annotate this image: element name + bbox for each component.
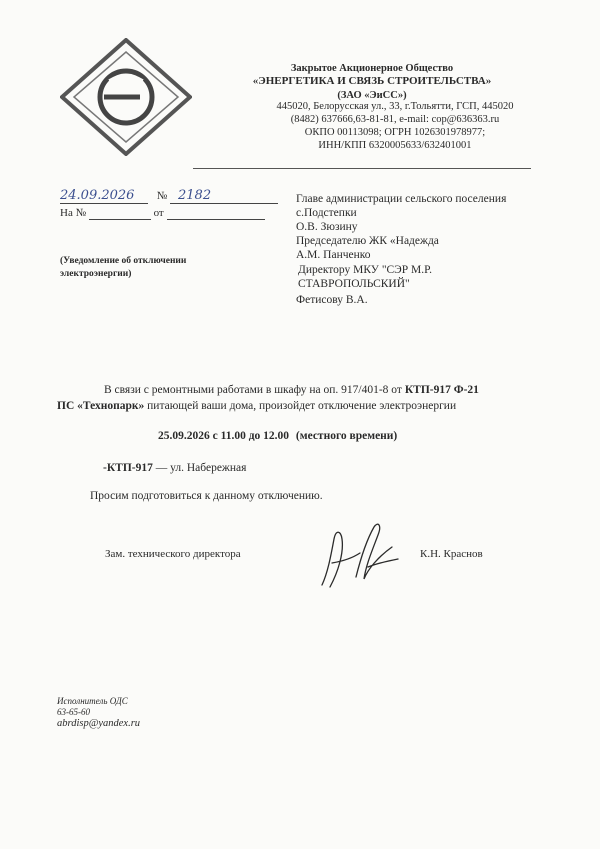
recipient-line-3: О.В. Зюзину: [296, 221, 358, 233]
org-address-line1: 445020, Белорусская ул., 33, г.Тольятти, ГСП, 445020: [276, 101, 514, 112]
incoming-date-blank: [167, 207, 265, 220]
executor-email: abrdisp@yandex.ru: [57, 718, 141, 729]
outage-datetime-note: (местного времени): [295, 430, 398, 442]
body-paragraph-line1: [104, 383, 544, 398]
recipient-line-1: Главе администрации сельского поселения: [296, 193, 507, 205]
number-label: №: [156, 190, 168, 202]
subject-line1: (Уведомление об отключении: [60, 256, 187, 266]
incoming-from-label: от: [153, 207, 164, 219]
recipient-line-8: Фетисову В.А.: [296, 294, 368, 306]
recipient-line-4: Председателю ЖК «Надежда: [296, 235, 439, 247]
handwritten-signature: [308, 517, 404, 593]
header-divider: [193, 168, 531, 169]
outgoing-date: 24.09.2026: [60, 188, 148, 204]
body-substation: ПС «Технопарк»: [57, 400, 145, 412]
subject: [60, 255, 250, 281]
incoming-reference: [60, 207, 265, 220]
body-suffix: питающей ваши дома, произойдет отключение электроэнергии: [147, 400, 457, 412]
org-name-line1: Закрытое Акционерное Общество: [290, 63, 454, 74]
outage-location: [103, 461, 246, 476]
outage-street: — ул. Набережная: [155, 462, 247, 474]
outgoing-number: 2182: [170, 188, 278, 204]
recipient-line-7: СТАВРОПОЛЬСКИЙ": [298, 278, 410, 290]
outgoing-reference: [60, 188, 278, 204]
recipient-line-5: А.М. Панченко: [296, 249, 371, 261]
recipient-line-6: Директору МКУ "СЭР М.Р.: [298, 264, 432, 276]
subject-line2: электроэнергии): [60, 269, 132, 279]
signatory-name: К.Н. Краснов: [420, 548, 483, 560]
incoming-number-label: На №: [60, 207, 87, 219]
body-ktp-feeder: КТП-917 Ф-21: [404, 384, 479, 396]
org-name-line2: «ЭНЕРГЕТИКА И СВЯЗЬ СТРОИТЕЛЬСТВА»: [252, 75, 492, 87]
outage-datetime: [158, 429, 397, 444]
company-logo: [60, 38, 192, 156]
executor-phone: 63-65-60: [57, 707, 90, 717]
recipient-line-2: с.Подстепки: [296, 207, 357, 219]
body-prefix: В связи с ремонтными работами в шкафу на оп. 917/401-8 от: [104, 384, 402, 396]
executor-label: Исполнитель ОДС: [57, 696, 128, 706]
org-address-line2: (8482) 637666,63-81-81, e-mail: cop@636363.ru: [290, 114, 500, 125]
org-address-line3: ОКПО 00113098; ОГРН 1026301978977;: [304, 127, 486, 138]
incoming-number-blank: [89, 207, 151, 220]
outage-ktp: -КТП-917: [103, 462, 153, 474]
body-paragraph-line2: [57, 399, 537, 414]
org-address-line4: ИНН/КПП 6320005633/632401001: [318, 140, 472, 151]
signatory-position: Зам. технического директора: [105, 548, 241, 560]
org-name-line3: (ЗАО «ЭиСС»): [337, 90, 407, 101]
request-line: Просим подготовиться к данному отключению.: [90, 490, 323, 502]
outage-datetime-range: 25.09.2026 с 11.00 до 12.00: [158, 430, 290, 442]
